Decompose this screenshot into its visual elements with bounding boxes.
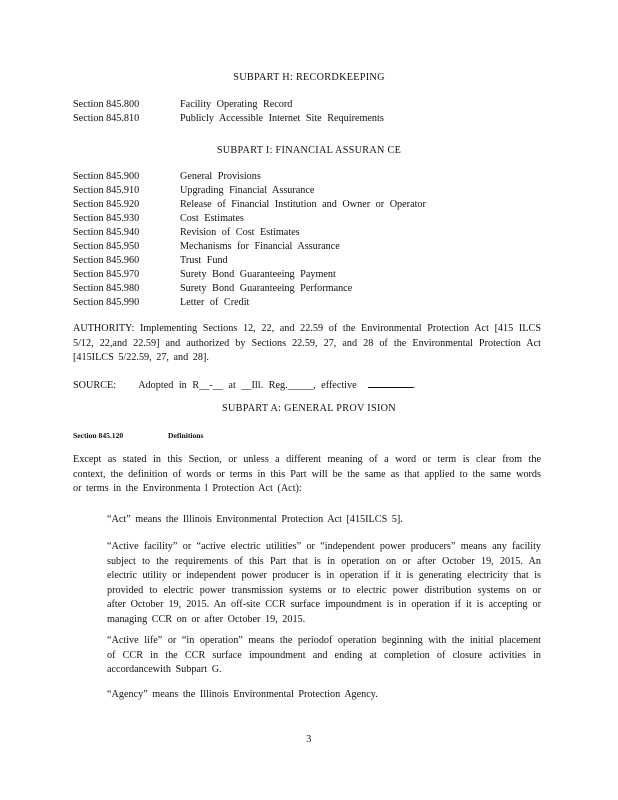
source-text: Adopted in R__-__ at __Ill. Reg._____, effective: [138, 380, 357, 391]
section-number: Section 845.980: [73, 283, 140, 294]
section-number: Section 845.970: [73, 269, 140, 280]
page-number: 3: [306, 734, 312, 745]
definition-active-facility: “Active facility” or “active electric utilities” or “independent power producers” means any facility subject to the requirements of this Part that is in operation on or after October 19, 2015. An electric utility or independent power producer is in operation if it is generating electricity that is provided to electric power transmission systems or to electric power distribution systems on or after October 19, 2015. An off-site CCR surface impoundment is in operation if it is accepting or managing CCR on or after October 19, 2015.: [107, 541, 541, 625]
definition-act: “Act” means the Illinois Environmental Protection Act [415ILCS 5].: [107, 514, 403, 525]
section-title: Surety Bond Guaranteeing Performance: [180, 283, 353, 294]
section-title: Trust Fund: [180, 255, 228, 266]
subpart-h-heading: SUBPART H: RECORDKEEPING: [233, 72, 385, 83]
section-title: Release of Financial Institution and Owner or Operator: [180, 199, 426, 210]
section-845-120-number: Section 845.120: [73, 431, 124, 440]
section-title: Upgrading Financial Assurance: [180, 185, 315, 196]
subpart-a-heading: SUBPART A: GENERAL PROV ISION: [222, 403, 396, 414]
definition-agency: “Agency” means the Illinois Environmental Protection Agency.: [107, 689, 378, 700]
section-number: Section 845.930: [73, 213, 140, 224]
source-label: SOURCE:: [73, 380, 117, 391]
section-number: Section 845.810: [73, 113, 140, 124]
section-title: Revision of Cost Estimates: [180, 227, 300, 238]
authority-note: AUTHORITY: Implementing Sections 12, 22, and 22.59 of the Environmental Protection Act [415 ILCS 5/12, 22,and 22.59] and authorized by Sections 22.59, 27, and 28 of the Environmental Protection Act [415ILCS 5/22.59, 27, and 28].: [73, 323, 541, 363]
section-number: Section 845.920: [73, 199, 140, 210]
section-title: Facility Operating Record: [180, 99, 293, 110]
section-number: Section 845.990: [73, 297, 140, 308]
section-number: Section 845.800: [73, 99, 140, 110]
section-title: Surety Bond Guaranteeing Payment: [180, 269, 336, 280]
section-number: Section 845.960: [73, 255, 140, 266]
effective-date-blank: [368, 377, 413, 388]
section-title: Mechanisms for Financial Assurance: [180, 241, 340, 252]
section-number: Section 845.950: [73, 241, 140, 252]
section-845-120-title: Definitions: [168, 431, 204, 440]
subpart-i-heading: SUBPART I: FINANCIAL ASSURAN CE: [216, 145, 402, 156]
source-note: [73, 377, 415, 391]
section-title: General Provisions: [180, 171, 261, 182]
section-title: Letter of Credit: [180, 297, 250, 308]
section-title: Publicly Accessible Internet Site Requirements: [180, 113, 384, 124]
source-period: .: [412, 380, 416, 391]
section-title: Cost Estimates: [180, 213, 244, 224]
definitions-intro: Except as stated in this Section, or unless a different meaning of a word or term is clear from the context, the definition of words or terms in this Part will be the same as that applied to the same words or terms in the Environmenta l Protection Act (Act):: [73, 454, 541, 494]
definition-active-life: “Active life” or “in operation” means the periodof operation beginning with the initial placement of CCR in the CCR surface impoundment and ending at completion of closure activities in accordancewith Subpart G.: [107, 635, 541, 675]
section-number: Section 845.910: [73, 185, 140, 196]
section-number: Section 845.940: [73, 227, 140, 238]
section-number: Section 845.900: [73, 171, 140, 182]
